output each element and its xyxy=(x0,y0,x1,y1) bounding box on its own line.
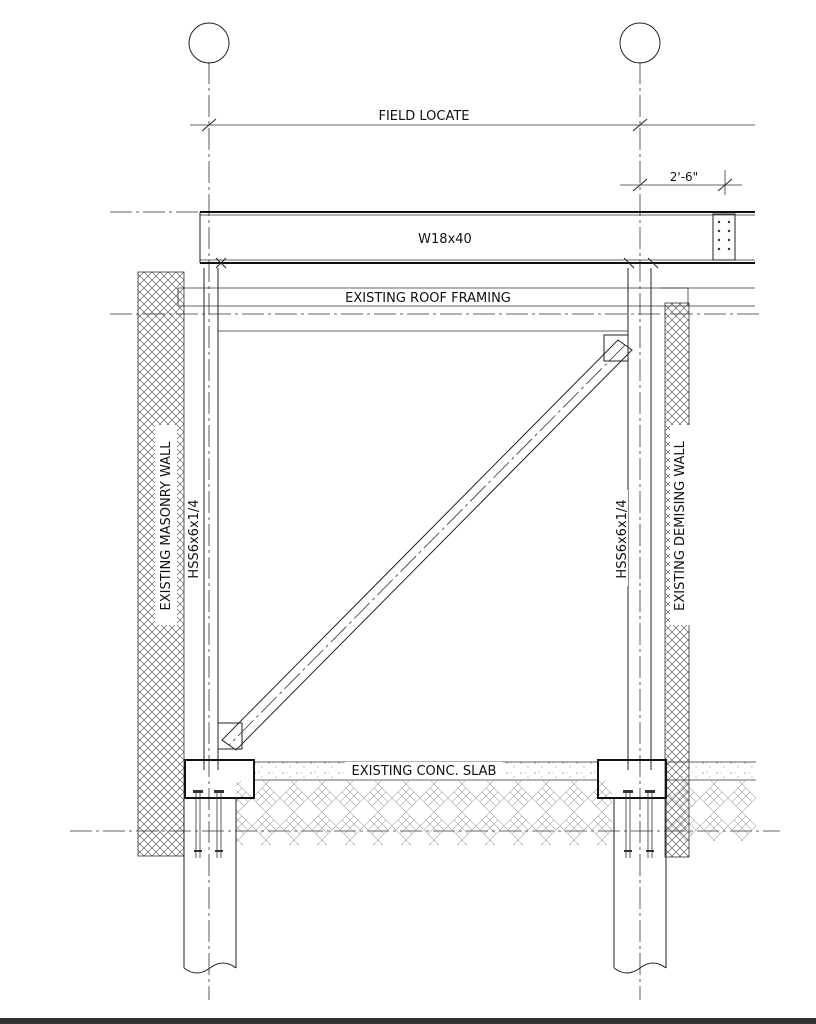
bolt-icon xyxy=(718,221,730,250)
column-left xyxy=(204,268,218,762)
slab-label: EXISTING CONC. SLAB xyxy=(351,764,497,779)
diagonal-brace xyxy=(218,335,632,750)
bottom-border xyxy=(0,1018,816,1024)
earth-hatch xyxy=(236,781,612,845)
dimension-label-field-locate: FIELD LOCATE xyxy=(378,109,470,124)
column-right-label: HSS6x6x1/4 xyxy=(615,499,630,579)
beam-w18x40 xyxy=(200,212,755,268)
dimension-field-locate xyxy=(190,119,755,131)
grid-bubble-left xyxy=(189,23,229,63)
pile-left xyxy=(184,790,236,973)
dimension-label-2-6: 2'-6" xyxy=(669,170,699,184)
roof-framing-label: EXISTING ROOF FRAMING xyxy=(345,291,511,306)
masonry-wall-label: EXISTING MASONRY WALL xyxy=(159,441,174,611)
earth-hatch xyxy=(666,781,756,841)
column-left-label: HSS6x6x1/4 xyxy=(187,499,202,579)
column-right xyxy=(628,268,651,762)
existing-concrete-slab xyxy=(254,762,756,780)
demising-wall-label: EXISTING DEMISING WALL xyxy=(673,441,688,611)
grid-bubble-right xyxy=(620,23,660,63)
beam-label: W18x40 xyxy=(418,232,472,247)
bolt-plate-icon xyxy=(713,214,735,260)
